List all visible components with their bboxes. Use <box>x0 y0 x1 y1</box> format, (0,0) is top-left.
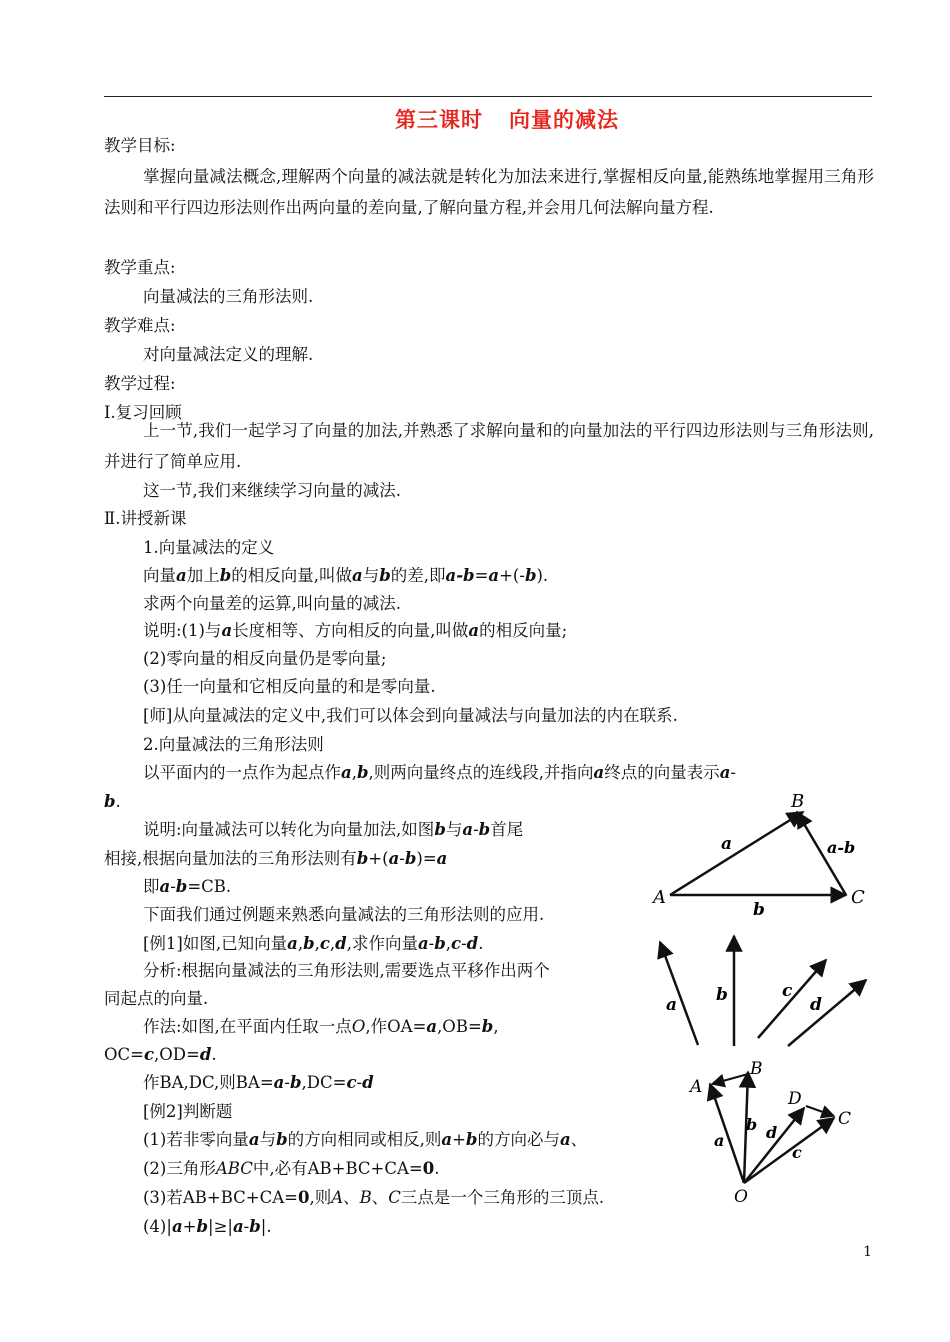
title-part1: 第三课时 <box>395 108 483 132</box>
triangle-rule-figure <box>645 785 875 920</box>
example1-statement: [例1]如图,已知向量a,b,c,d,求作向量a-b,c-d. <box>143 934 484 953</box>
example2-item-2: (2)三角形ABC中,必有AB+BC+CA=0. <box>143 1159 440 1178</box>
difficulty-text: 对向量减法定义的理解. <box>143 345 314 364</box>
header-rule <box>104 96 872 97</box>
note-1: 说明:(1)与a长度相等、方向相反的向量,叫做a的相反向量; <box>143 621 568 640</box>
example1-method-1: 作法:如图,在平面内任取一点O,作OA=a,OB=b, <box>143 1017 499 1036</box>
page-number: 1 <box>863 1244 872 1260</box>
section1-heading: 1.向量减法的定义 <box>143 538 275 557</box>
label-b: b <box>753 900 765 920</box>
point-A-label: A <box>653 887 666 908</box>
key-text: 向量减法的三角形法则. <box>143 287 314 306</box>
point-C-label: C <box>851 887 865 908</box>
process-heading: 教学过程: <box>104 374 176 393</box>
example1-method-3: 作BA,DC,则BA=a-b,DC=c-d <box>143 1073 374 1092</box>
fig3-label-d: d <box>766 1123 778 1142</box>
example1-analysis-2: 同起点的向量. <box>104 989 209 1008</box>
fig3-label-c: c <box>792 1143 802 1162</box>
review-heading: Ⅰ.复习回顾 <box>104 403 182 422</box>
triangle-note-3: 即a-b=CB. <box>143 877 232 896</box>
DC-vector <box>806 1106 834 1116</box>
example2-item-4: (4)|a+b|≥|a-b|. <box>143 1217 272 1236</box>
triangle-note-1: 说明:向量减法可以转化为向量加法,如图b与a-b首尾 <box>143 820 524 839</box>
point-A2-label: A <box>690 1077 703 1097</box>
section2-heading: 2.向量减法的三角形法则 <box>143 735 324 754</box>
title-part2: 向量的减法 <box>509 108 619 132</box>
triangle-rule-text: 以平面内的一点作为起点作a,b,则两向量终点的连线段,并指向a终点的向量表示a- <box>143 763 736 782</box>
arrow-label-c: c <box>782 981 793 1001</box>
triangle-rule-text-end: b. <box>104 792 121 811</box>
label-a: a <box>721 834 733 854</box>
note-3: (3)任一向量和它相反向量的和是零向量. <box>143 677 436 696</box>
new-lesson-heading: Ⅱ.讲授新课 <box>104 509 187 528</box>
teacher-remark: [师]从向量减法的定义中,我们可以体会到向量减法与向量加法的内在联系. <box>143 706 678 725</box>
origin-O-label: O <box>734 1187 748 1207</box>
construction-figure <box>688 1058 868 1208</box>
example2-item-3: (3)若AB+BC+CA=0,则A、B、C三点是一个三角形的三顶点. <box>143 1188 605 1207</box>
vector-a-arrow <box>660 942 698 1045</box>
four-vectors-figure <box>650 930 880 1050</box>
example-intro: 下面我们通过例题来熟悉向量减法的三角形法则的应用. <box>143 905 545 924</box>
arrow-label-b: b <box>716 985 728 1005</box>
goal-text: 掌握向量减法概念,理解两个向量的减法就是转化为加法来进行,掌握相反向量,能熟练地掌握用三角形法则和平行四边形法则作出两向量的差向量,了解向量方程,并会用几何法解向量方程. <box>104 167 874 217</box>
example2-heading: [例2]判断题 <box>143 1102 233 1121</box>
goal-heading: 教学目标: <box>104 136 176 155</box>
BA-vector <box>712 1074 748 1084</box>
point-D2-label: D <box>788 1089 802 1109</box>
key-heading: 教学重点: <box>104 258 176 277</box>
review-text-1: 上一节,我们一起学习了向量的加法,并熟悉了求解向量和的向量加法的平行四边形法则与三角形法则,并进行了简单应用. <box>104 421 874 471</box>
example1-analysis-1: 分析:根据向量减法的三角形法则,需要选点平移作出两个 <box>143 961 550 980</box>
example2-item-1: (1)若非零向量a与b的方向相同或相反,则a+b的方向必与a、 <box>143 1130 588 1149</box>
arrow-label-a: a <box>666 995 678 1015</box>
example1-method-2: OC=c,OD=d. <box>104 1045 217 1064</box>
subtraction-operation: 求两个向量差的运算,叫向量的减法. <box>143 594 401 613</box>
triangle-note-2: 相接,根据向量加法的三角形法则有b+(a-b)=a <box>104 849 448 868</box>
vector-a-line <box>670 812 803 895</box>
fig3-label-a: a <box>714 1131 725 1150</box>
subtraction-definition: 向量a加上b的相反向量,叫做a与b的差,即a-b=a+(-b). <box>143 566 549 585</box>
difficulty-heading: 教学难点: <box>104 316 176 335</box>
point-B2-label: B <box>750 1059 763 1079</box>
point-B-label: B <box>791 791 805 812</box>
arrow-label-d: d <box>810 995 822 1015</box>
label-a-minus-b: a-b <box>827 838 856 857</box>
note-2: (2)零向量的相反向量仍是零向量; <box>143 649 387 668</box>
fig3-label-b: b <box>746 1115 758 1134</box>
page-title <box>0 104 950 134</box>
review-text-2: 这一节,我们来继续学习向量的减法. <box>143 481 401 500</box>
point-C2-label: C <box>838 1109 852 1129</box>
